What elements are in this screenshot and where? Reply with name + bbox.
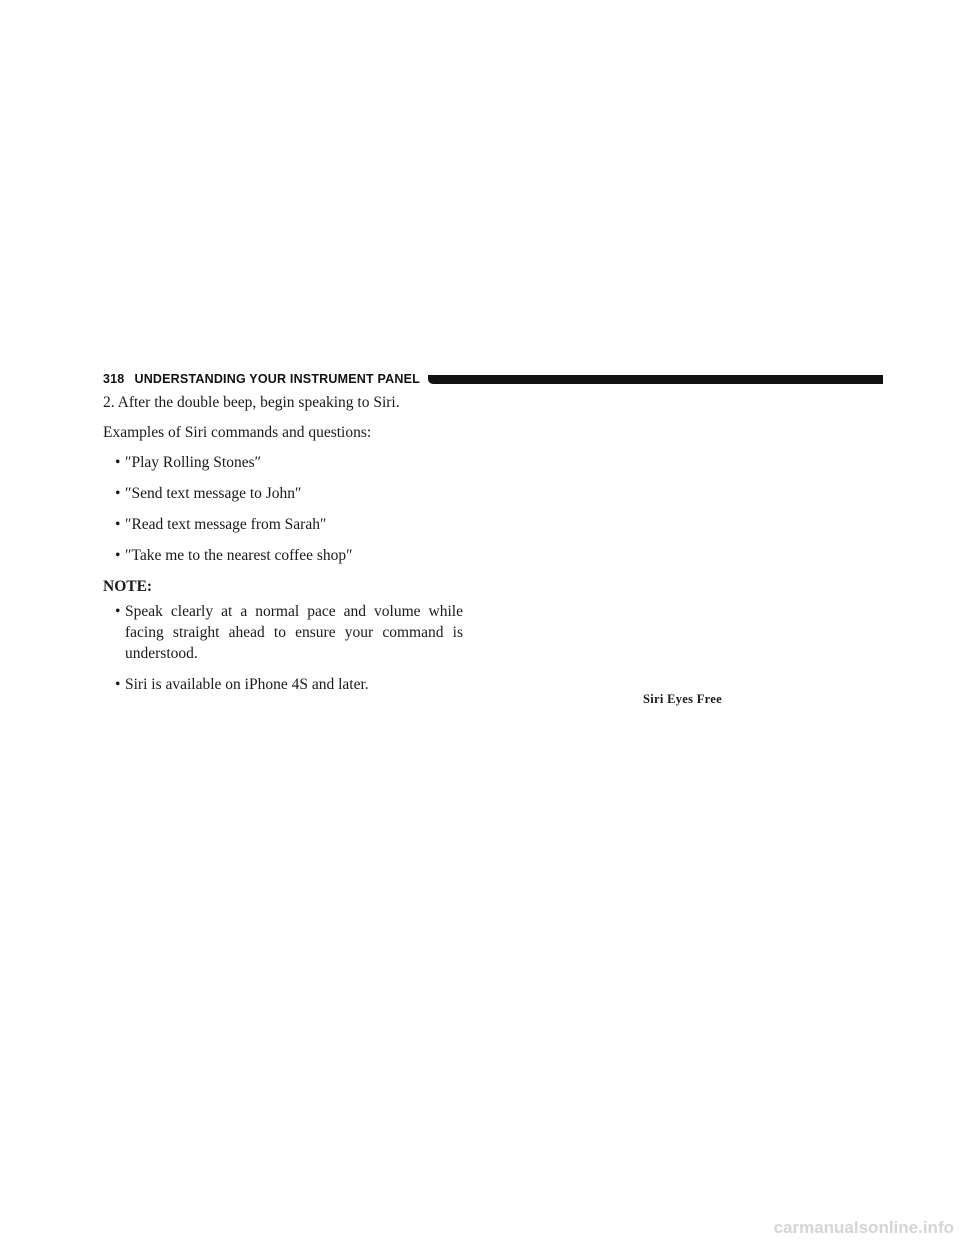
figure-caption: Siri Eyes Free [643, 692, 722, 706]
page-header [103, 370, 883, 388]
notes-list [103, 601, 463, 695]
watermark: carmanualsonline.info [773, 1218, 954, 1237]
step-2-text: 2. After the double beep, begin speaking to Siri. [103, 394, 400, 411]
examples-list [103, 452, 463, 566]
section-title: UNDERSTANDING YOUR INSTRUMENT PANEL [134, 372, 420, 386]
example-command: ″Take me to the nearest coffee shop″ [125, 547, 353, 564]
list-item [103, 601, 463, 664]
bullet-icon: • [115, 516, 121, 533]
page-number: 318 [103, 372, 125, 386]
example-command: ″Play Rolling Stones″ [125, 454, 262, 471]
body-text [103, 392, 463, 705]
note-label: NOTE: [103, 578, 153, 595]
bullet-icon: • [115, 485, 121, 502]
bullet-icon: • [115, 676, 121, 693]
bullet-icon: • [115, 603, 121, 620]
note-text: Siri is available on iPhone 4S and later. [125, 676, 369, 693]
list-item [103, 452, 463, 473]
bullet-icon: • [115, 547, 121, 564]
bullet-icon: • [115, 454, 121, 471]
header-rule [428, 375, 883, 384]
list-item [103, 514, 463, 535]
examples-intro: Examples of Siri commands and questions: [103, 424, 372, 441]
note-text: Speak clearly at a normal pace and volume while facing straight ahead to ensure your command is understood. [125, 603, 463, 662]
list-item [103, 483, 463, 504]
list-item [103, 674, 463, 695]
list-item [103, 545, 463, 566]
example-command: ″Read text message from Sarah″ [125, 516, 327, 533]
example-command: ″Send text message to John″ [125, 485, 302, 502]
